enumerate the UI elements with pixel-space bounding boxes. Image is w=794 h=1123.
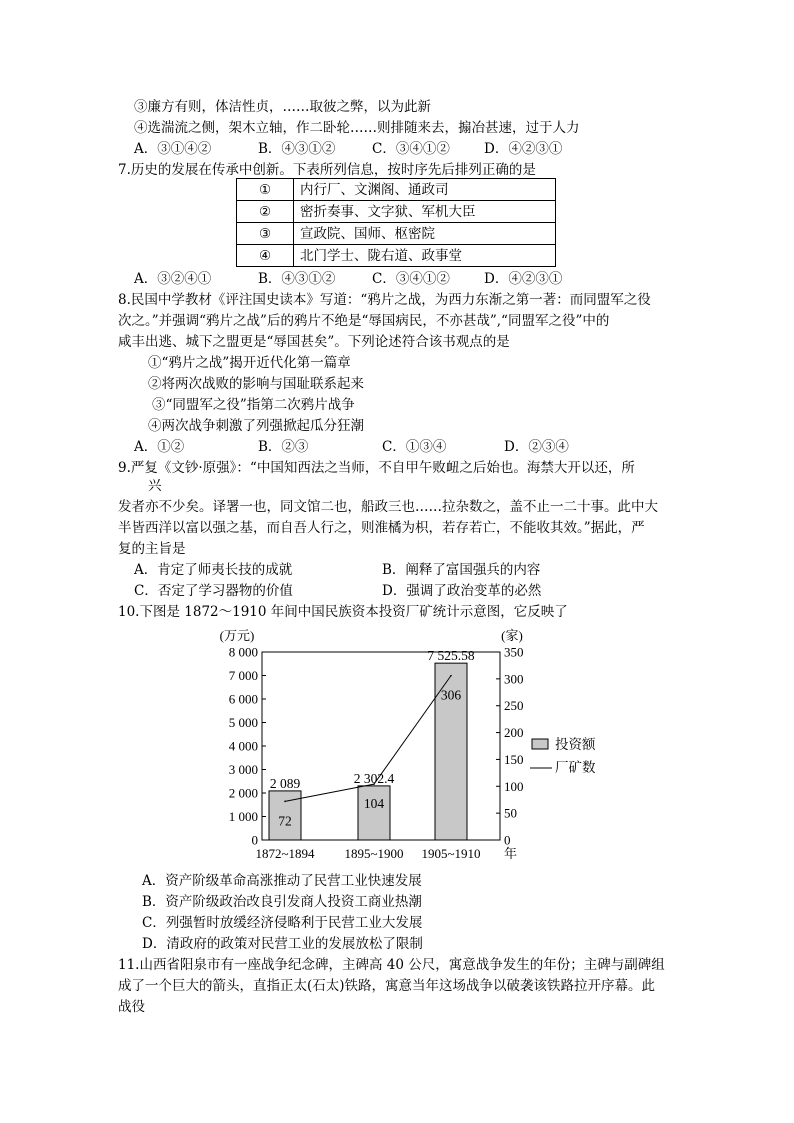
q10-stem: 10.下图是 1872～1910 年间中国民族资本投资厂矿统计示意图，它反映了 xyxy=(118,604,568,620)
y-right-tick-label: 200 xyxy=(504,725,524,741)
q7-option-a: A．③②④① xyxy=(134,271,212,287)
q9-line-4: 复的主旨是 xyxy=(118,541,186,557)
q8-option-b: B．②③ xyxy=(258,439,309,455)
table-row xyxy=(237,223,556,245)
q7-option-c: C．③④①② xyxy=(372,271,450,287)
q9-line-3: 半皆西洋以富以强之基，而自吾人行之，则淮橘为枳，若存若亡，不能收其效。”据此，严 xyxy=(118,520,645,536)
q9-option-d: D．强调了政治变革的必然 xyxy=(382,583,542,599)
table-cell-text: 北门学士、陇右道、政事堂 xyxy=(294,245,556,267)
bar-value-label: 2 302.4 xyxy=(353,770,395,786)
legend-bar-swatch xyxy=(532,739,548,749)
y-right-tick-label: 100 xyxy=(504,778,524,794)
q6-item-3: ③廉方有则，体洁性贞，……取彼之弊，以为此新 xyxy=(134,99,431,115)
y-right-tick-label: 350 xyxy=(504,644,524,660)
y-right-tick-label: 150 xyxy=(504,751,524,767)
bar xyxy=(358,786,390,840)
y-right-tick-label: 0 xyxy=(504,832,511,848)
q9-line-2: 发者亦不少矣。译署一也，同文馆二也，船政三也……拉杂数之，盖不止一二十事。此中大 xyxy=(118,499,658,515)
q10-option-b: B．资产阶级政治改良引发商人投资工商业热潮 xyxy=(142,894,422,910)
x-tick-label: 1895~1900 xyxy=(344,846,404,861)
q8-item-1: ①“鸦片之战”揭开近代化第一篇章 xyxy=(148,355,351,371)
table-cell-text: 密折奏事、文字狱、军机大臣 xyxy=(294,201,556,223)
y-right-tick-label: 250 xyxy=(504,698,524,714)
q8-line-3: 咸丰出逃、城下之盟更是“辱国甚矣”。下列论述符合该书观点的是 xyxy=(118,334,510,350)
q8-option-a: A．①② xyxy=(134,439,185,455)
q7-option-b: B．④③①② xyxy=(258,271,336,287)
table-row xyxy=(237,245,556,267)
y-left-tick-label: 3 000 xyxy=(228,762,258,777)
table-cell-text: 内行厂、文渊阁、通政司 xyxy=(294,179,556,201)
chart-legend xyxy=(530,736,596,775)
table-cell-num: ④ xyxy=(237,245,294,267)
y-left-tick-label: 4 000 xyxy=(228,738,258,754)
table-cell-text: 宣政院、国师、枢密院 xyxy=(294,223,556,245)
q8-item-3: ③“同盟军之役”指第二次鸦片战争 xyxy=(152,397,355,413)
y-left-tick-label: 1 000 xyxy=(228,809,258,824)
q8-item-4: ④两次战争刺激了列强掀起瓜分狂潮 xyxy=(148,418,364,434)
investment-chart xyxy=(0,622,794,872)
q8-line-2: 次之。”并强调“鸦片之战”后的鸦片不绝是“辱国病民，不亦甚哉”,“同盟军之役”中的 xyxy=(118,313,610,329)
q7-stem: 7.历史的发展在传承中创新。下表所列信息，按时序先后排列正确的是 xyxy=(118,162,536,178)
table-cell-num: ① xyxy=(237,179,294,201)
x-tick-label: 1872~1894 xyxy=(255,846,315,861)
q9-line-1-wrap: 兴 xyxy=(148,478,162,494)
legend-bar-label: 投资额 xyxy=(555,737,596,752)
x-tick-label: 1905~1910 xyxy=(421,846,481,861)
q9-option-c: C．否定了学习器物的价值 xyxy=(134,583,293,599)
table-cell-num: ② xyxy=(237,201,294,223)
line-value-label: 306 xyxy=(440,687,462,703)
q6-option-d: D．④②③① xyxy=(484,141,563,157)
line-value-label: 104 xyxy=(363,796,385,812)
line-point xyxy=(284,801,286,803)
y-left-tick-label: 2 000 xyxy=(228,785,258,801)
q6-item-4: ④选湍流之侧，架木立轴，作二卧轮……则排随来去，搧冶甚速，过于人力 xyxy=(134,120,580,136)
q8-item-2: ②将两次战败的影响与国耻联系起来 xyxy=(148,376,364,392)
q8-line-1: 8.民国中学教材《评注国史读本》写道：“鸦片之战，为西力东渐之第一著：而同盟军之役 xyxy=(118,292,651,308)
line-point xyxy=(450,675,452,677)
q7-table xyxy=(236,178,556,267)
q9-option-a: A．肯定了师夷长技的成就 xyxy=(134,562,293,578)
y-left-tick-label: 5 000 xyxy=(228,715,258,730)
q10-option-d: D．清政府的政策对民营工业的发展放松了限制 xyxy=(142,936,423,952)
q9-option-b: B．阐释了富国强兵的内容 xyxy=(382,562,541,578)
y-left-tick-label: 0 xyxy=(251,832,258,848)
y-left-tick-label: 6 000 xyxy=(228,691,258,707)
q11-line-2: 成了一个巨大的箭头，直指正太(石太)铁路，寓意当年这场战争以破袭该铁路拉开序幕。此 xyxy=(118,978,656,994)
bar-value-label: 7 525.58 xyxy=(427,648,475,664)
q6-option-a: A．③①④② xyxy=(134,141,212,157)
table-row xyxy=(237,201,556,223)
y-left-unit: (万元) xyxy=(219,628,255,643)
q6-option-b: B．④③①② xyxy=(258,141,336,157)
y-right-tick-label: 50 xyxy=(504,805,517,821)
legend-line-label: 厂矿数 xyxy=(555,760,596,775)
bar-value-label: 2 089 xyxy=(269,775,301,791)
q9-line-1: 9.严复《文钞·原强》：“中国知西法之当师，不自甲午败衄之后始也。海禁大开以还，所 xyxy=(118,460,635,476)
table-cell-num: ③ xyxy=(237,223,294,245)
q10-option-c: C．列强暂时放缓经济侵略利于民营工业大发展 xyxy=(142,915,423,931)
q6-option-c: C．③④①② xyxy=(372,141,450,157)
y-left-tick-label: 8 000 xyxy=(228,644,258,660)
q7-option-d: D．④②③① xyxy=(484,271,563,287)
q8-option-d: D．②③④ xyxy=(504,439,569,455)
y-left-tick-label: 7 000 xyxy=(228,668,258,683)
q10-option-a: A．资产阶级革命高涨推动了民营工业快速发展 xyxy=(142,873,422,889)
x-axis-suffix: 年 xyxy=(504,846,518,861)
chart-bars xyxy=(269,663,467,840)
table-row xyxy=(237,179,556,201)
q8-option-c: C．①③④ xyxy=(382,439,447,455)
y-right-unit: (家) xyxy=(501,628,523,643)
line-value-label: 72 xyxy=(278,813,292,829)
y-right-tick-label: 300 xyxy=(504,671,524,687)
q11-line-3: 战役 xyxy=(118,999,145,1015)
q11-line-1: 11.山西省阳泉市有一座战争纪念碑，主碑高 40 公尺，寓意战争发生的年份；主碑与副碑组 xyxy=(118,957,665,973)
